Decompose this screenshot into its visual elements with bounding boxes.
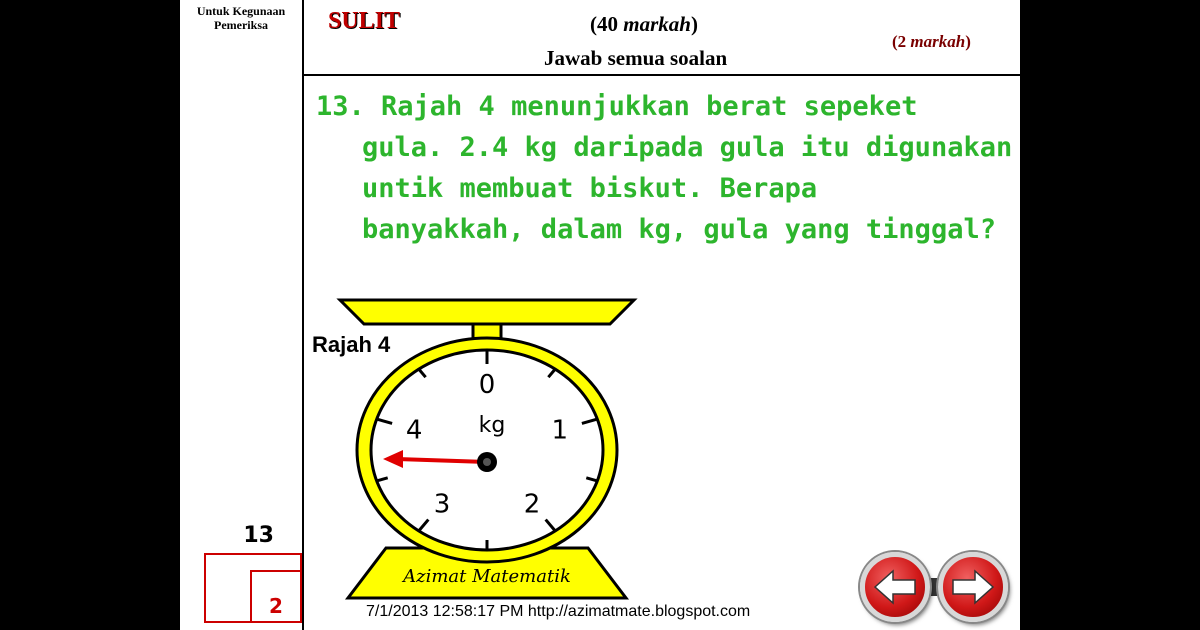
header-divider bbox=[304, 74, 1020, 76]
arrow-left-icon bbox=[873, 569, 917, 605]
total-marks-close: ) bbox=[690, 12, 698, 36]
question-marks-word: markah bbox=[910, 32, 966, 51]
question-line-1: 13. Rajah 4 menunjukkan berat sepeket bbox=[316, 91, 918, 122]
dial-number: 2 bbox=[523, 489, 541, 520]
scale-brand: Azimat Matematik bbox=[403, 566, 571, 587]
next-button[interactable] bbox=[938, 552, 1008, 622]
total-marks-open: (40 bbox=[590, 12, 624, 36]
question-number-box: 13 bbox=[243, 523, 274, 548]
dial-number: 0 bbox=[478, 370, 496, 400]
dial-pivot-cap bbox=[483, 458, 491, 466]
question-marks-close: ) bbox=[965, 32, 971, 51]
total-marks-word: markah bbox=[623, 12, 691, 36]
question-line-3: untik membuat biskut. Berapa bbox=[362, 173, 818, 204]
dial-number: 1 bbox=[551, 415, 569, 446]
question-line-2: gula. 2.4 kg daripada gula itu digunakan bbox=[362, 132, 1013, 163]
dial-number: 3 bbox=[433, 489, 451, 520]
examiner-label-line1: Untuk Kegunaan bbox=[196, 4, 286, 18]
weighing-scale bbox=[330, 290, 800, 605]
sulit-label: SULIT bbox=[328, 8, 401, 34]
scale-pan bbox=[340, 300, 634, 324]
question-marks-open: (2 bbox=[892, 32, 911, 51]
arrow-right-icon bbox=[951, 569, 995, 605]
examiner-label bbox=[180, 4, 302, 32]
instruction: Jawab semua soalan bbox=[544, 46, 728, 70]
footer-timestamp: 7/1/2013 12:58:17 PM http://azimatmate.blogspot.com bbox=[366, 603, 751, 620]
diagram-label: Rajah 4 bbox=[312, 332, 391, 357]
dial-unit: kg bbox=[478, 413, 506, 438]
question-line-4: banyakkah, dalam kg, gula yang tinggal? bbox=[362, 214, 996, 245]
previous-button[interactable] bbox=[860, 552, 930, 622]
score-mark: 2 bbox=[269, 594, 283, 618]
total-marks bbox=[590, 12, 698, 37]
question-marks bbox=[892, 32, 971, 52]
slide bbox=[180, 0, 1020, 630]
question-text bbox=[316, 86, 1016, 250]
dial-number: 4 bbox=[405, 415, 423, 446]
examiner-label-line2: Pemeriksa bbox=[214, 18, 268, 32]
